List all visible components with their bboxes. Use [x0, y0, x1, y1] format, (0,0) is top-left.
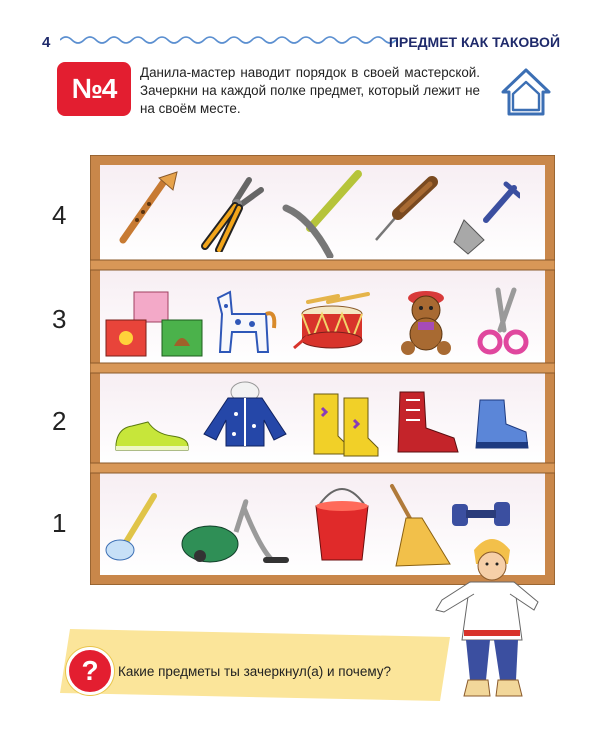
task-number-badge: №4	[57, 62, 131, 116]
dumbbell-icon	[450, 496, 512, 532]
shelf-number-4: 4	[52, 200, 67, 230]
drum-icon	[288, 292, 378, 352]
page-number: 4	[42, 34, 51, 51]
shovel-icon	[450, 180, 520, 255]
brush-icon	[102, 492, 164, 568]
danila-master-illustration	[430, 530, 560, 700]
house-icon	[497, 64, 555, 120]
section-title: ПРЕДМЕТ КАК ТАКОВОЙ	[388, 34, 560, 50]
winter-jacket-icon	[200, 380, 290, 448]
shelf-number-3: 3	[52, 304, 67, 334]
toy-blocks-icon	[104, 290, 204, 358]
vacuum-cleaner-icon	[180, 488, 290, 568]
horn-icon	[115, 168, 180, 248]
question-badge: ?	[66, 647, 114, 695]
question-text: Какие предметы ты зачеркнул(а) и почему?	[118, 664, 392, 679]
shelf-number-1: 1	[52, 508, 67, 538]
header-wave-line	[60, 32, 405, 48]
blue-boot-icon	[470, 396, 532, 452]
task-instructions: Данила-мастер наводит порядок в своей мастерской. Зачеркни на каждой полке предмет, который лежит не на своём месте.	[140, 65, 480, 116]
red-boot-icon	[392, 388, 462, 456]
teddy-bear-icon	[396, 288, 458, 356]
pliers-icon	[195, 172, 275, 252]
awl-icon	[372, 174, 442, 244]
shelf-number-2: 2	[52, 406, 67, 436]
sneaker-icon	[112, 414, 192, 456]
toy-horse-icon	[208, 284, 278, 360]
rubber-boots-icon	[308, 390, 380, 458]
pickaxe-icon	[280, 168, 365, 258]
scissors-icon	[474, 286, 530, 358]
bucket-icon	[312, 484, 372, 564]
